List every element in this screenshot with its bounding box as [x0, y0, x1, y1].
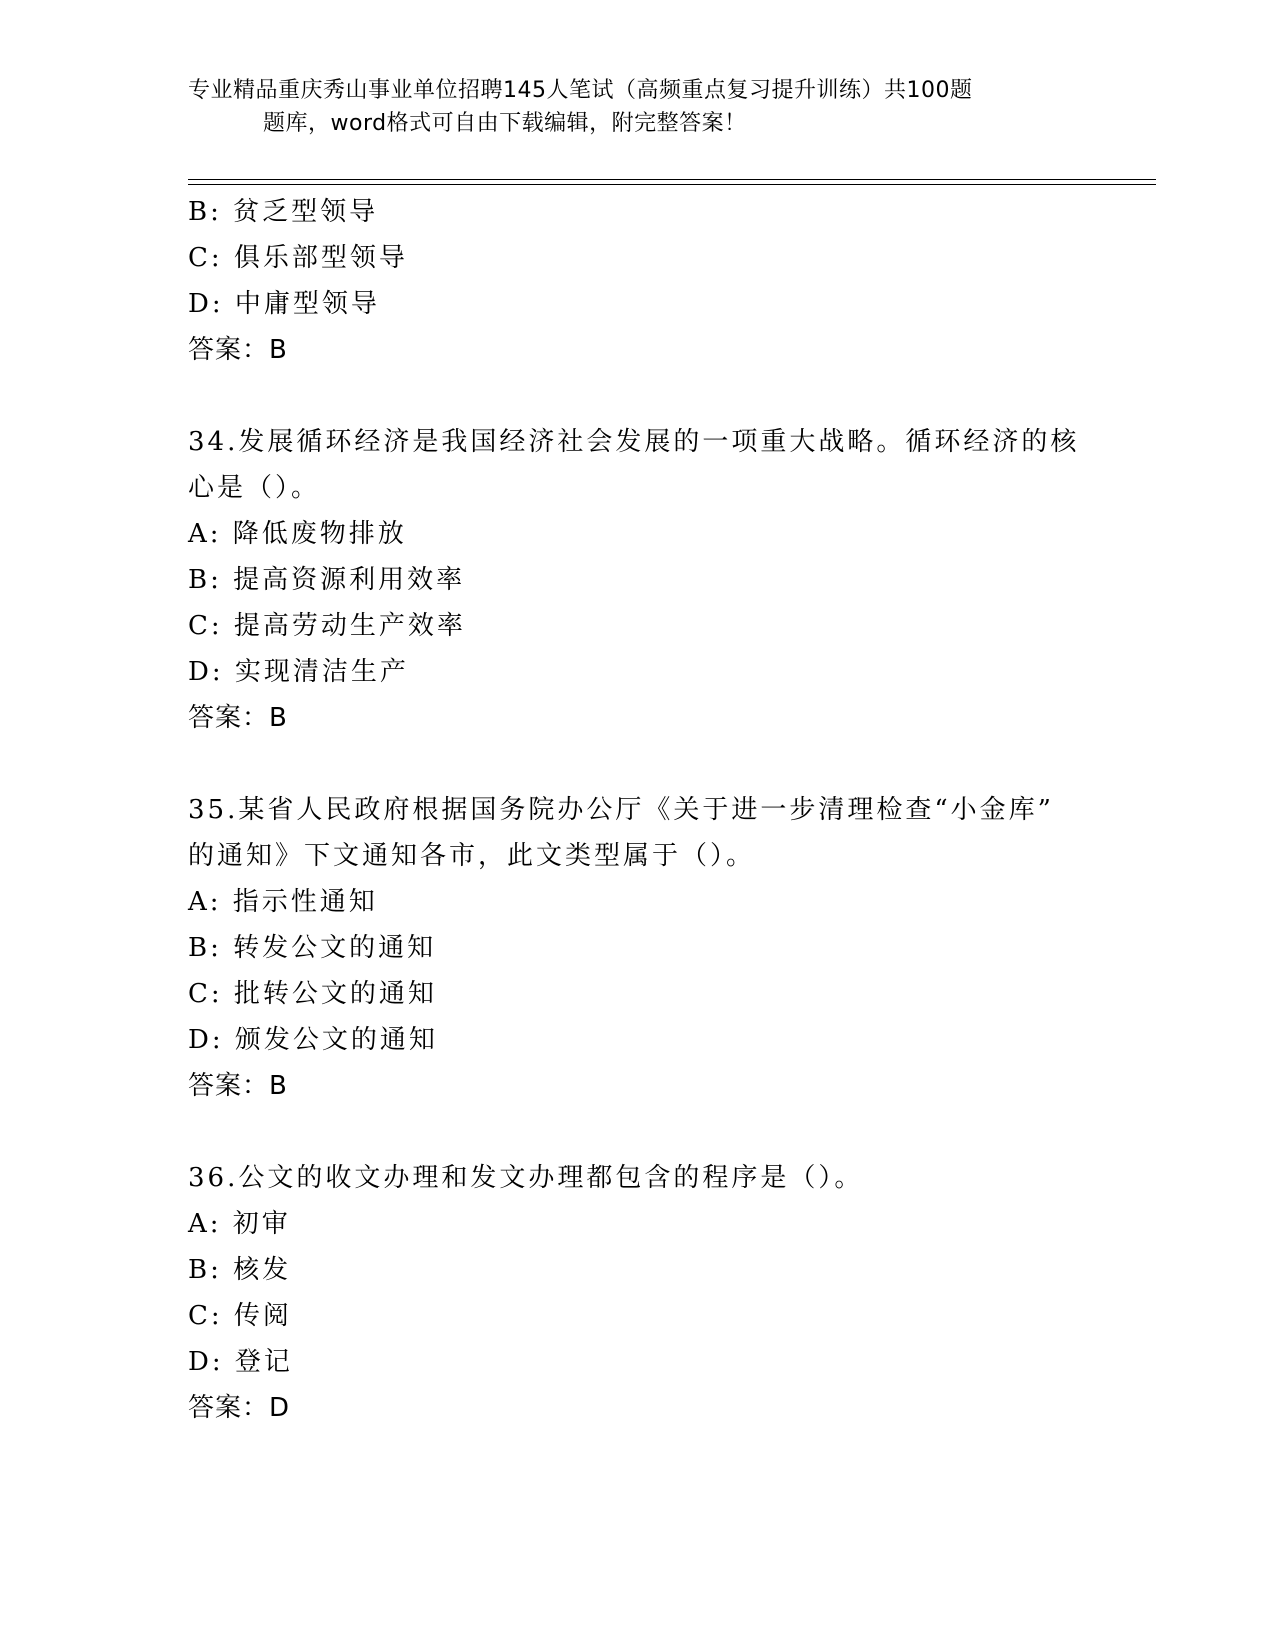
page-header — [188, 74, 1068, 140]
option-a: A: 指示性通知 — [188, 887, 378, 917]
option-d: D: 登记 — [188, 1347, 293, 1377]
question-stem-line: 心是（）。 — [188, 473, 321, 503]
question-36 — [188, 1155, 1088, 1431]
answer-line: 答案：B — [188, 703, 288, 733]
document-body — [188, 189, 1088, 1431]
spacer — [188, 373, 1088, 419]
answer-line: 答案：B — [188, 1071, 288, 1101]
spacer — [188, 1109, 1088, 1155]
question-stem-line: 的通知》下文通知各市，此文类型属于（）。 — [188, 841, 756, 871]
header-title-line2: 题库，word格式可自由下载编辑，附完整答案！ — [263, 111, 747, 136]
option-c: C: 传阅 — [188, 1301, 292, 1331]
option-c: C: 批转公文的通知 — [188, 979, 437, 1009]
spacer — [188, 741, 1088, 787]
question-34 — [188, 419, 1088, 741]
question-35 — [188, 787, 1088, 1109]
option-d: D: 实现清洁生产 — [188, 657, 409, 687]
option-b: B: 核发 — [188, 1255, 292, 1285]
option-a: A: 降低废物排放 — [188, 519, 407, 549]
question-stem-line: 35.某省人民政府根据国务院办公厅《关于进一步清理检查“小金库” — [188, 795, 1054, 825]
header-rule-top — [188, 179, 1156, 180]
header-rule-bottom — [188, 184, 1156, 185]
option-a: A: 初审 — [188, 1209, 291, 1239]
header-title-line1: 专业精品重庆秀山事业单位招聘145人笔试（高频重点复习提升训练）共100题 — [188, 78, 973, 103]
answer-line: 答案：D — [188, 1393, 291, 1423]
question-stem-line: 36.公文的收文办理和发文办理都包含的程序是（）。 — [188, 1163, 864, 1193]
option-c: C: 提高劳动生产效率 — [188, 611, 466, 641]
option-b: B: 提高资源利用效率 — [188, 565, 466, 595]
option-d: D: 颁发公文的通知 — [188, 1025, 438, 1055]
answer-line: 答案：B — [188, 335, 288, 365]
question-stem-line: 34.发展循环经济是我国经济社会发展的一项重大战略。循环经济的核 — [188, 427, 1080, 457]
option-d: D: 中庸型领导 — [188, 289, 380, 319]
option-b: B: 转发公文的通知 — [188, 933, 437, 963]
option-c: C: 俱乐部型领导 — [188, 243, 408, 273]
option-b: B: 贫乏型领导 — [188, 197, 379, 227]
